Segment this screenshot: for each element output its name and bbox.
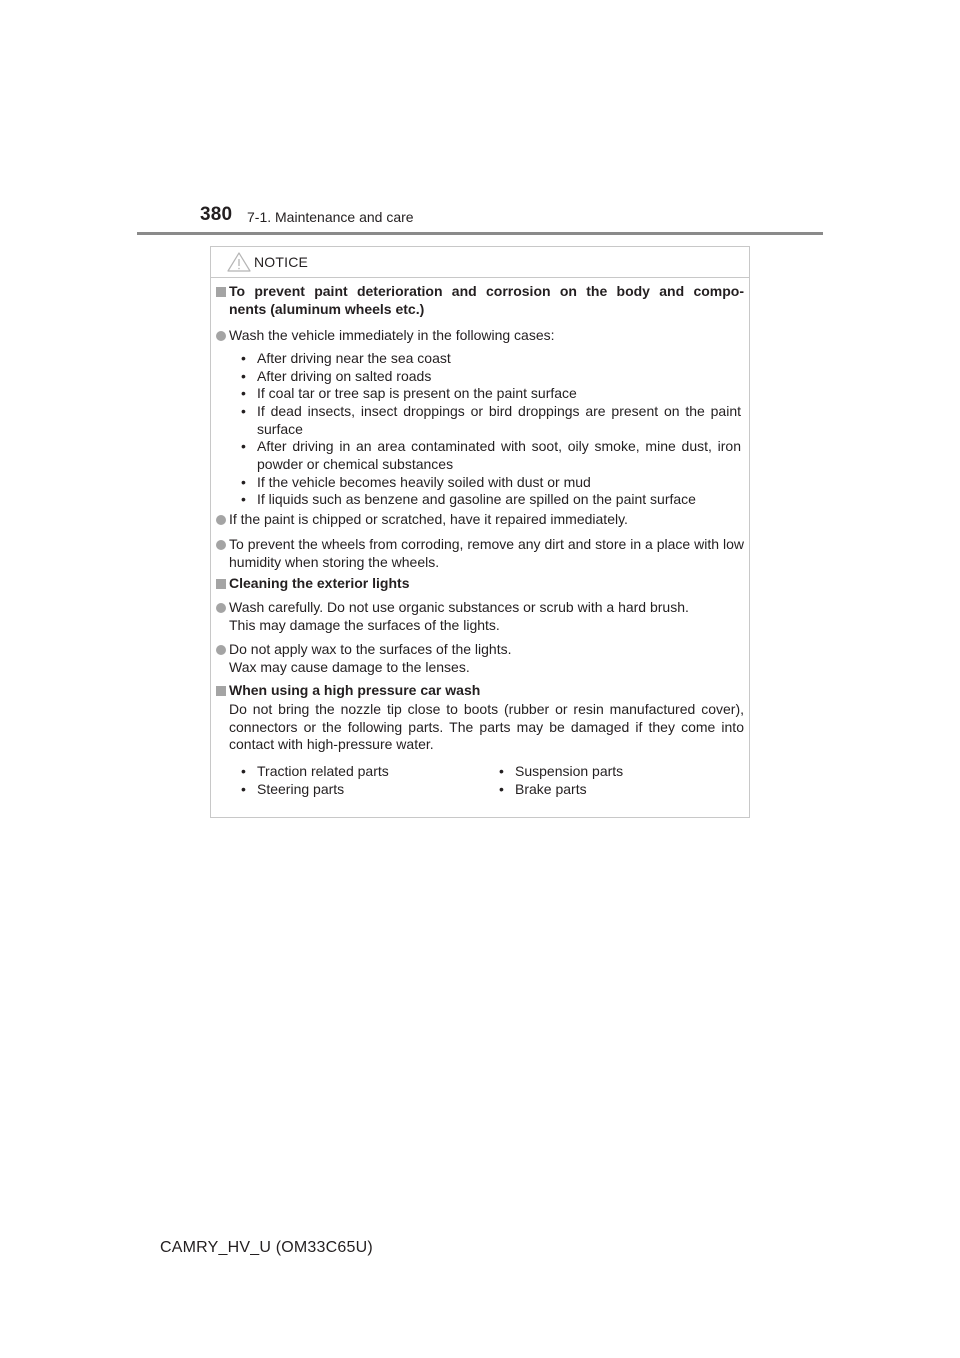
- list-item: Do not apply wax to the surfaces of the lights. Wax may cause damage to the lenses.: [229, 641, 512, 675]
- case-item: • If liquids such as benzene and gasoline are spilled on the paint surface: [241, 491, 741, 509]
- bullet-dot: [216, 515, 226, 525]
- case-item: • After driving in an area contaminated with soot, oily smoke, mine dust, iron powder or chemical substances: [241, 438, 741, 473]
- notice-header: [211, 247, 749, 278]
- notice-box: [210, 246, 750, 818]
- header-rule: [137, 232, 823, 235]
- section-marker: [216, 686, 226, 696]
- section-heading: Cleaning the exterior lights: [229, 575, 410, 591]
- bullet-dot: [216, 540, 226, 550]
- part-item: • Suspension parts: [499, 763, 623, 781]
- bullet-dot: [216, 645, 226, 655]
- case-item: • After driving on salted roads: [241, 368, 741, 386]
- notice-label: NOTICE: [254, 254, 309, 270]
- part-item: • Brake parts: [499, 781, 587, 799]
- section-heading: When using a high pressure car wash: [229, 682, 481, 698]
- case-item: • If dead insects, insect droppings or bird droppings are present on the paint surface: [241, 403, 741, 438]
- warning-icon: [227, 252, 251, 272]
- part-item: • Traction related parts: [241, 763, 389, 781]
- section-text: Do not bring the nozzle tip close to boots (rubber or resin manufactured cover), connectors or the following parts. The parts may be damaged if they come into contact with high-pressure water.: [229, 701, 744, 752]
- case-item: • If the vehicle becomes heavily soiled with dust or mud: [241, 474, 741, 492]
- part-item: • Steering parts: [241, 781, 344, 799]
- list-item: Wash carefully. Do not use organic substances or scrub with a hard brush. This may damage the surfaces of the lights.: [229, 599, 689, 633]
- list-item: If the paint is chipped or scratched, have it repaired immediately.: [229, 511, 628, 527]
- list-item: To prevent the wheels from corroding, remove any dirt and store in a place with low humidity when storing the wheels.: [229, 536, 744, 570]
- section-marker: [216, 579, 226, 589]
- footer-model: CAMRY_HV_U (OM33C65U): [160, 1239, 373, 1256]
- section-title: 7-1. Maintenance and care: [247, 209, 414, 225]
- section-heading: To prevent paint deterioration and corrosion on the body and compo- nents (aluminum wheels etc.): [229, 283, 744, 317]
- page-number: 380: [200, 204, 233, 225]
- bullet-dot: [216, 603, 226, 613]
- case-item: • If coal tar or tree sap is present on the paint surface: [241, 385, 741, 403]
- list-item: Wash the vehicle immediately in the following cases:: [229, 327, 555, 343]
- case-item: • After driving near the sea coast: [241, 350, 741, 368]
- bullet-dot: [216, 331, 226, 341]
- section-marker: [216, 287, 226, 297]
